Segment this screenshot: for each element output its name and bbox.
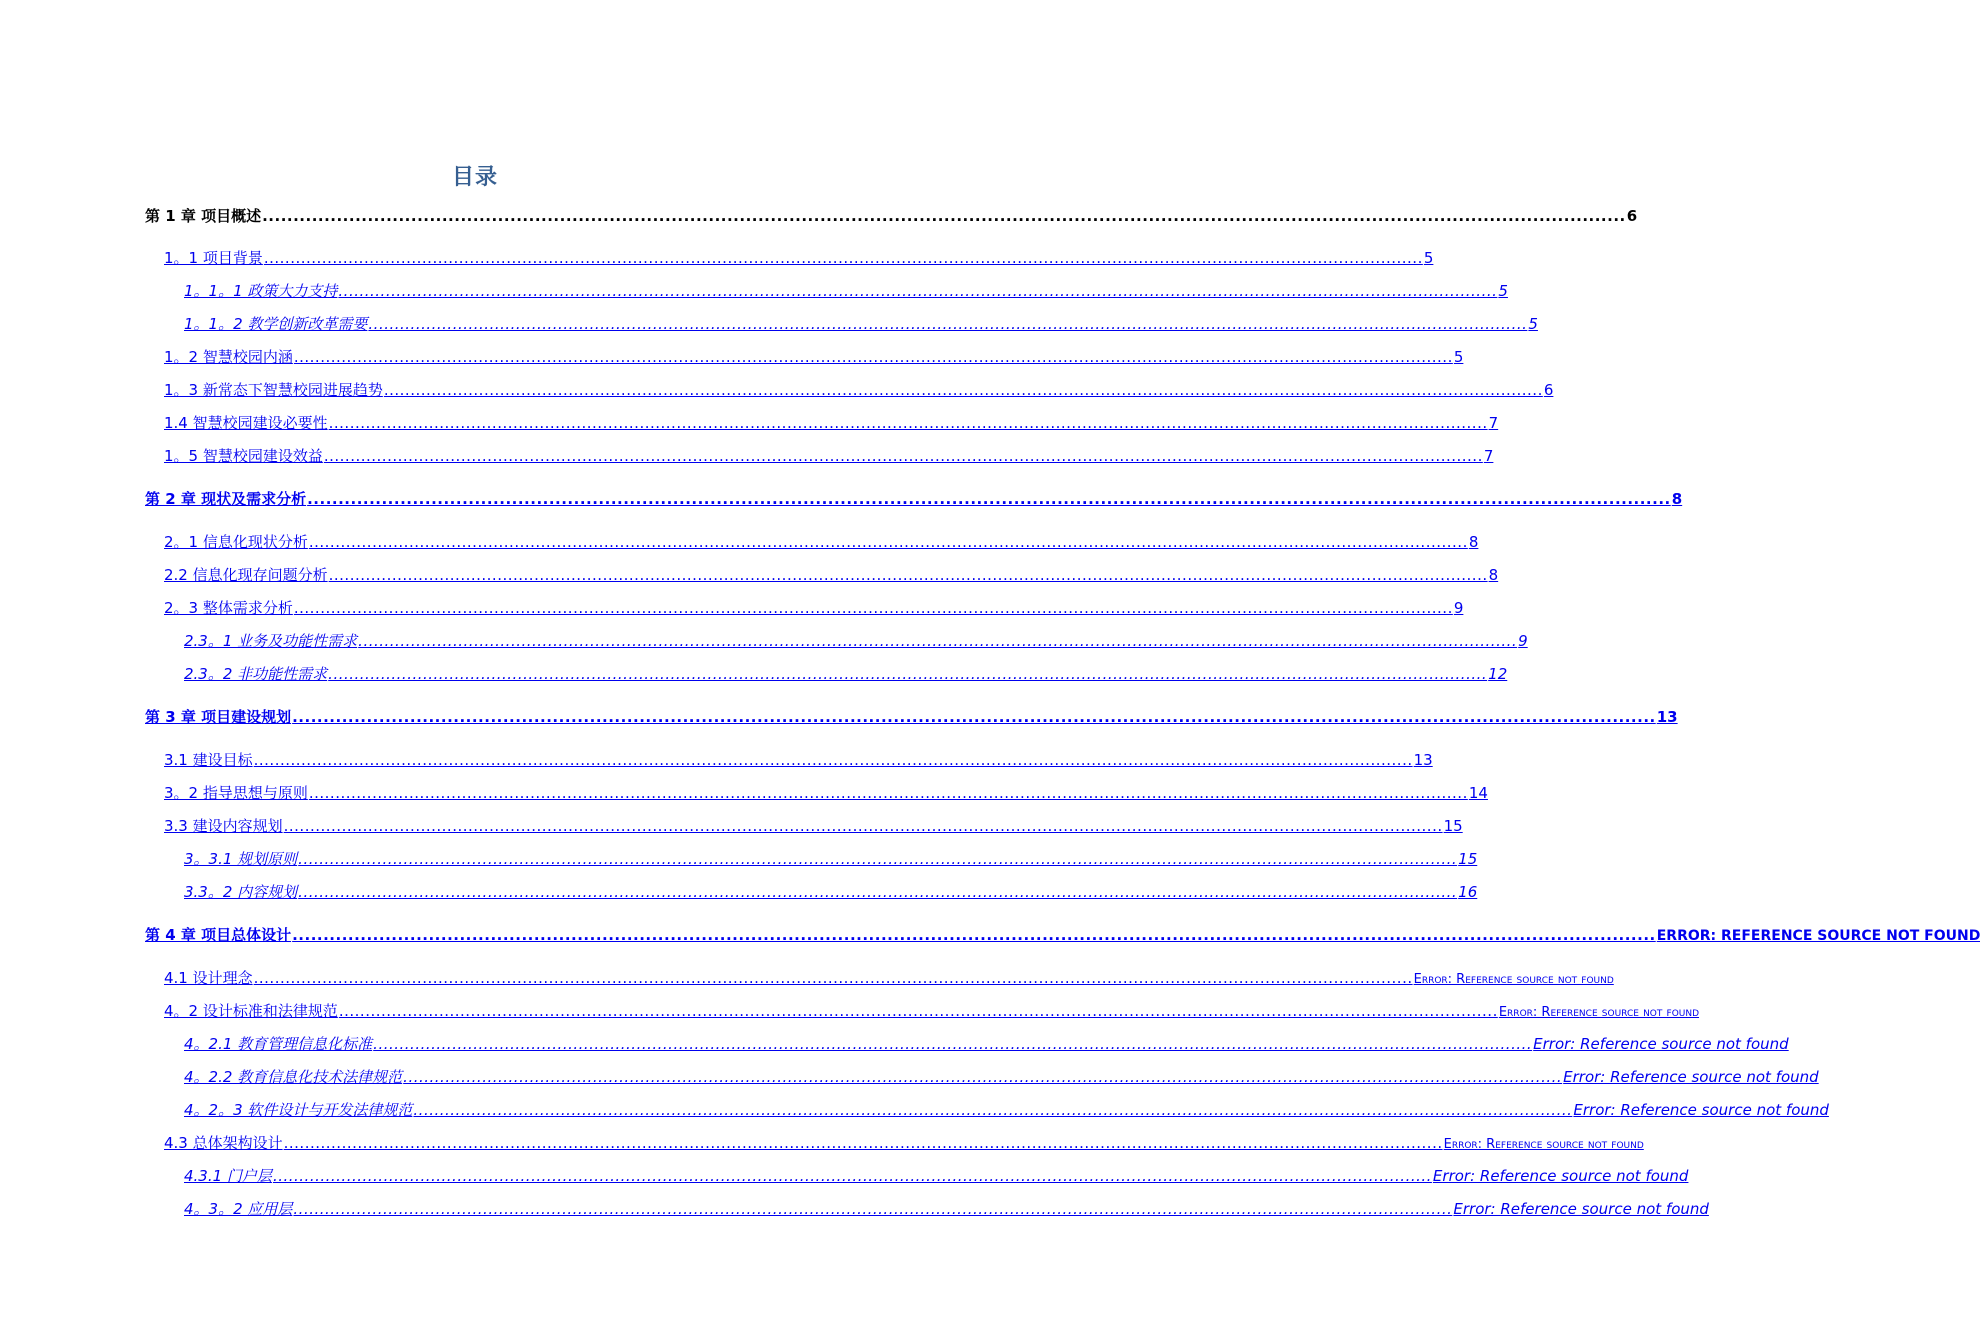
toc-entry-chapter-3[interactable]: 第 3 章 项目建设规划 ............................................................................................................................................................................................................................ 13 [145,708,1678,726]
toc-entry-4-3-1[interactable]: 4.3.1 门户层 ............................................................................................................................................................................................................................ Error: Reference source not found [184,1167,1689,1185]
toc-entry-3-3-1[interactable]: 3。3.1 规划原则 ............................................................................................................................................................................................................................ 15 [184,850,1478,868]
toc-entry-4-3[interactable]: 4.3 总体架构设计 ............................................................................................................................................................................................................................ Error: Reference source not found [164,1134,1644,1152]
toc-entry-2-3-1[interactable]: 2.3。1 业务及功能性需求 ............................................................................................................................................................................................................................ 9 [184,632,1528,650]
toc-entry-4-2-2[interactable]: 4。2.2 教育信息化技术法律规范 ............................................................................................................................................................................................................................ Error: Reference source not found [184,1068,1819,1086]
toc-title: 目录 [451,165,498,190]
toc-entry-chapter-4[interactable]: 第 4 章 项目总体设计 ............................................................................................................................................................................................................................ ERROR: REFERENCE SOURCE NOT FOUND [145,926,1980,944]
toc-entry-4-3-2[interactable]: 4。3。2 应用层 ............................................................................................................................................................................................................................ Error: Reference source not found [184,1200,1709,1218]
toc-entry-4-2-1[interactable]: 4。2.1 教育管理信息化标准 ............................................................................................................................................................................................................................ Error: Reference source not found [184,1035,1789,1053]
toc-entry-1-2[interactable]: 1。2 智慧校园内涵 ............................................................................................................................................................................................................................ 5 [164,348,1464,366]
toc-entry-2-3[interactable]: 2。3 整体需求分析 ............................................................................................................................................................................................................................ 9 [164,599,1464,617]
toc-entry-chapter-2[interactable]: 第 2 章 现状及需求分析 ............................................................................................................................................................................................................................ 8 [145,490,1683,508]
toc-entry-4-2-3[interactable]: 4。2。3 软件设计与开发法律规范 ............................................................................................................................................................................................................................ Error: Reference source not found [184,1101,1829,1119]
toc-entry-4-2[interactable]: 4。2 设计标准和法律规范 ............................................................................................................................................................................................................................ Error: Reference source not found [164,1002,1700,1020]
toc-entry-2-1[interactable]: 2。1 信息化现状分析 ............................................................................................................................................................................................................................ 8 [164,533,1479,551]
toc-entry-1-1[interactable]: 1。1 项目背景 ............................................................................................................................................................................................................................ 5 [164,249,1434,267]
toc-entry-3-3[interactable]: 3.3 建设内容规划 ............................................................................................................................................................................................................................ 15 [164,817,1463,835]
toc-entry-1-5[interactable]: 1。5 智慧校园建设效益 ............................................................................................................................................................................................................................ 7 [164,447,1494,465]
toc-entry-1-3[interactable]: 1。3 新常态下智慧校园进展趋势 ............................................................................................................................................................................................................................ 6 [164,381,1554,399]
toc-entry-1-1-1[interactable]: 1。1。1 政策大力支持 ............................................................................................................................................................................................................................ 5 [184,282,1508,300]
toc-entry-2-3-2[interactable]: 2.3。2 非功能性需求 ............................................................................................................................................................................................................................ 12 [184,665,1508,683]
toc-entry-4-1[interactable]: 4.1 设计理念 ............................................................................................................................................................................................................................ Error: Reference source not found [164,969,1614,987]
toc-entry-2-2[interactable]: 2.2 信息化现存问题分析 ............................................................................................................................................................................................................................ 8 [164,566,1499,584]
toc-entry-3-2[interactable]: 3。2 指导思想与原则 ............................................................................................................................................................................................................................ 14 [164,784,1488,802]
toc-entry-chapter-1[interactable]: 第 1 章 项目概述 ............................................................................................................................................................................................................................ 6 [145,207,1638,225]
toc-entry-1-1-2[interactable]: 1。1。2 教学创新改革需要 ............................................................................................................................................................................................................................ 5 [184,315,1538,333]
toc-entry-3-1[interactable]: 3.1 建设目标 ............................................................................................................................................................................................................................ 13 [164,751,1433,769]
toc-entry-3-3-2[interactable]: 3.3。2 内容规划 ............................................................................................................................................................................................................................ 16 [184,883,1478,901]
toc-entry-1-4[interactable]: 1.4 智慧校园建设必要性 ............................................................................................................................................................................................................................ 7 [164,414,1499,432]
